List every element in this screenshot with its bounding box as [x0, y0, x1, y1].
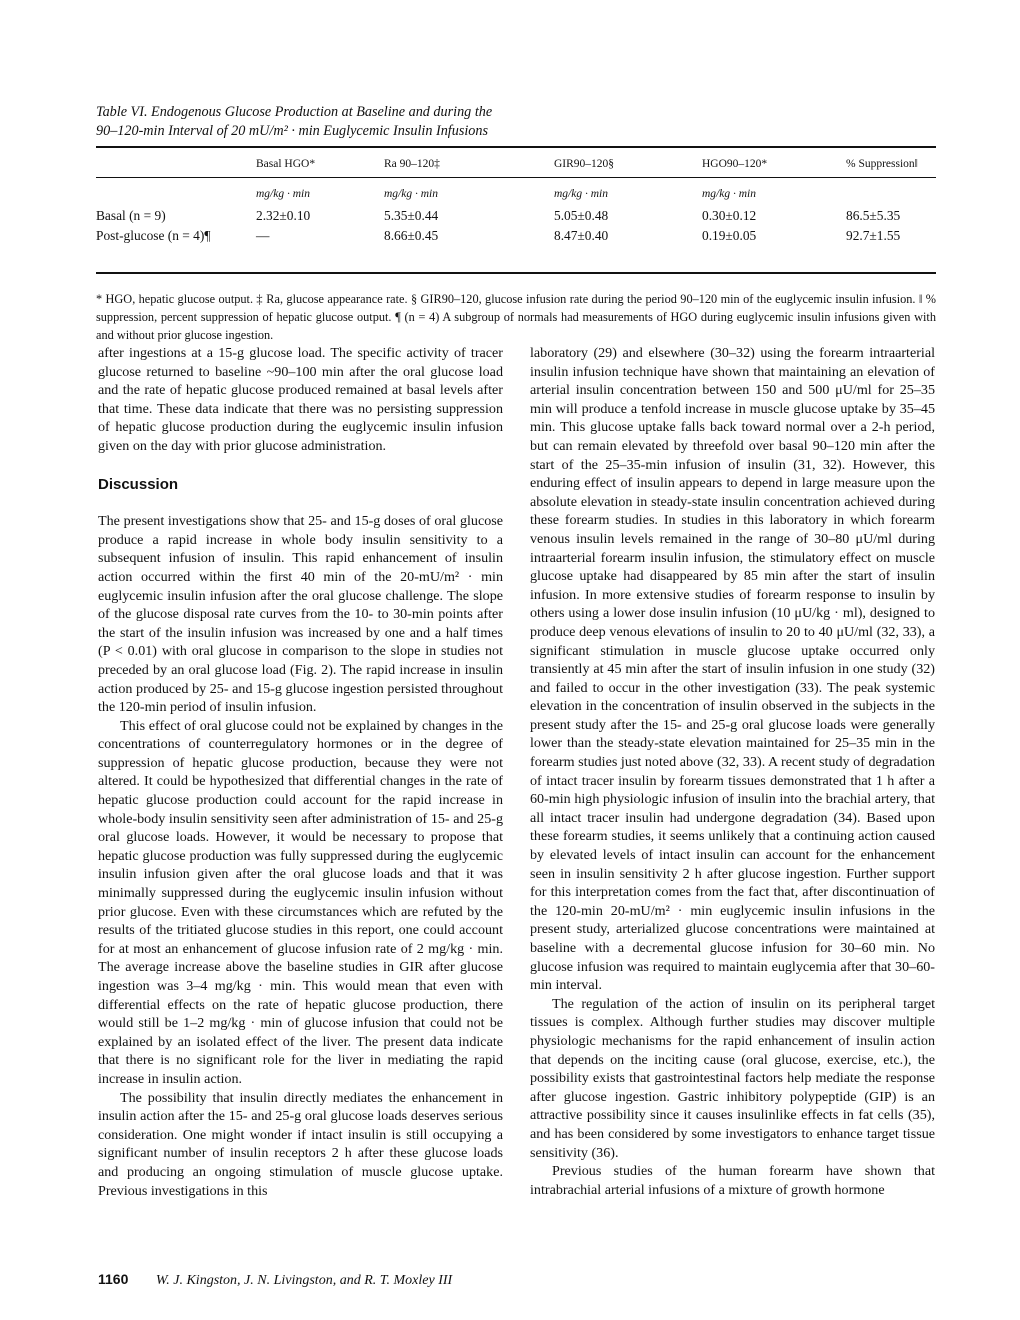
row-label: Basal (n = 9) [96, 208, 166, 223]
glucose-production-table [96, 152, 936, 246]
table-row [96, 226, 936, 246]
table-cell: 0.30±0.12 [702, 208, 757, 223]
table-cell: 8.66±0.45 [384, 228, 439, 243]
header-cell: Ra 90–120‡ [384, 158, 440, 170]
table-cell: 5.05±0.48 [554, 208, 609, 223]
table-caption-line-2: 90–120-min Interval of 20 mU/m² · min Euglycemic Insulin Infusions [96, 123, 488, 139]
table-cell: 92.7±1.55 [846, 228, 901, 243]
header-cell: HGO90–120* [702, 158, 768, 170]
table-caption [96, 103, 616, 141]
header-cell: Basal HGO* [256, 158, 316, 170]
table-row [96, 206, 936, 226]
section-heading-discussion: Discussion [98, 475, 179, 493]
table-cell: 8.47±0.40 [554, 228, 609, 243]
page-number: 1160 [98, 1271, 129, 1287]
table-bottom-rule [96, 272, 936, 274]
table-caption-line-1: Table VI. Endogenous Glucose Production at Baseline and during the [96, 104, 493, 120]
row-label: Post-glucose (n = 4)¶ [96, 228, 211, 243]
units-cell: mg/kg · min [554, 188, 608, 200]
table-cell: 2.32±0.10 [256, 208, 311, 223]
table-units-row [96, 176, 936, 206]
table-cell: — [256, 228, 270, 243]
right-column [530, 344, 935, 1199]
units-cell: mg/kg · min [256, 188, 310, 200]
page-footer [98, 1271, 452, 1289]
paragraph: Previous studies of the human forearm have shown that intrabrachial arterial infusions of a mixture of growth hormone [530, 1163, 935, 1198]
table-top-rule [96, 146, 936, 148]
paragraph: laboratory (29) and elsewhere (30–32) using the forearm intraarterial insulin infusion technique have shown that maintaining an elevation of arterial insulin concentration between 150 and 500 μU/ml for 25–35 min will produce a tenfold increase in muscle glucose uptake by 35–45 min. This glucose uptake falls back toward normal over a 2-h period, but can remain elevated by threefold over basal 90–120 min after the start of the 25–35-min infusion of insulin (31, 32). However, this enduring effect of insulin appears to depend in large measure upon the absolute elevation in steady-state insulin concentration achieved during these forearm studies. In studies in this laboratory in which forearm venous insulin levels remained in the range of 30–80 μU/ml during intraarterial forearm insulin infusion, the stimulatory effect on muscle glucose uptake had disappeared by 85 min after the start of insulin infusion. In more extensive studies of forearm response to insulin by others using a lower dose insulin infusion (10 μU/kg · ml), designed to produce deep venous elevations of insulin to 20 to 40 μU/ml (32, 33), a significant stimulation in muscle glucose uptake occurred only transiently at 45 min after the start of insulin infusion in one study (32) and failed to occur in the other investigation (33). The peak systemic elevation in the concentration of insulin observed in the subjects in the present study after the 15- and 25-g oral glucose loads were generally lower than the steady-state elevation maintained for 25–35 min in the forearm studies just noted above (32, 33). A recent study of degradation of intact tracer insulin by forearm tissues demonstrated that 1 h after a 60-min high physiologic infusion of insulin into the brachial artery, that all intact tracer insulin had undergone degradation (34). Based upon these forearm studies, it seems unlikely that a continuing action caused by elevated levels of intact insulin can account for the enhancement seen in insulin sensitivity 2 h after glucose ingestion. Further support for this interpretation comes from the fact that, after discontinuation of the 120-min 20-mU/m² · min euglycemic insulin infusions in the present study, arterialized glucose concentrations were maintained at baseline with a decremental glucose infusion for 30–60 min. No glucose infusion was required to maintain euglycemia after that 30–60-min interval. [530, 345, 935, 994]
paragraph: This effect of oral glucose could not be explained by changes in the concentrations of counterregulatory hormones or in the degree of suppression of hepatic glucose production, because they were not altered. It could be hypothesized that differential changes in the rate of hepatic glucose production could account for the rapid increase in whole-body insulin sensitivity seen after administration of 15- and 25-g oral glucose loads. However, it would be necessary to propose that hepatic glucose production was fully suppressed during the euglycemic insulin infusion given after the oral glucose loads and that it was minimally suppressed during the euglycemic insulin infusion without prior glucose. Even with these circumstances which are refuted by the results of the tritiated glucose studies in this report, one could account for at most an enhancement of glucose infusion rate of 2 mg/kg · min. The average increase above the baseline studies in GIR after glucose ingestion was 3–4 mg/kg · min. This would mean that even with differential effects on the rate of hepatic glucose production, there would still be 1–2 mg/kg · min of glucose infusion that could not be explained by an isolated effect of the liver. The present data indicate that there is no significant role for the liver in mediating the rapid increase in insulin action. [98, 717, 503, 1087]
header-cell [96, 152, 256, 176]
table-cell: 86.5±5.35 [846, 208, 901, 223]
units-cell [96, 176, 256, 206]
units-cell: mg/kg · min [384, 188, 438, 200]
table-header-row [96, 152, 936, 176]
header-cell: GIR90–120§ [554, 158, 615, 170]
left-column [98, 344, 503, 1200]
table-cell: 0.19±0.05 [702, 228, 757, 243]
paragraph: The possibility that insulin directly mediates the enhancement in insulin action after the 15- and 25-g oral glucose loads deserves serious consideration. One might wonder if intact insulin is still occupying a significant number of insulin receptors 2 h after these glucose loads and producing an ongoing stimulation of muscle glucose uptake. Previous investigations in this [98, 1089, 503, 1199]
paragraph: The regulation of the action of insulin on its peripheral target tissues is complex. Although further studies may discover multiple physiologic mechanisms for the rapid enhancement of insulin action that depends on the inciting cause (oral glucose, exercise, etc.), the possibility exists that gastrointestinal factors help mediate the response after glucose ingestion. Gastric inhibitory polypeptide (GIP) is an attractive possibility since it causes insulinlike effects in fat cells (35), and has been considered by some investigators to enhance target tissue sensitivity (36). [530, 995, 935, 1161]
units-cell: mg/kg · min [702, 188, 756, 200]
header-cell: % Suppression‖ [846, 158, 918, 170]
units-cell [846, 176, 936, 206]
paragraph: after ingestions at a 15-g glucose load. The specific activity of tracer glucose returned to baseline ~90–100 min after the oral glucose load and the rate of hepatic glucose produced remained at basal levels after that time. These data indicate that there was no persisting suppression of hepatic glucose production during the euglycemic insulin infusion given on the day with prior glucose administration. [98, 345, 503, 454]
table-footnotes: * HGO, hepatic glucose output. ‡ Ra, glucose appearance rate. § GIR90–120, glucose infusion rate during the period 90–120 min of the euglycemic insulin infusion. ‖ % suppression, percent suppression of hepatic glucose output. ¶ (n = 4) A subgroup of normals had measurements of HGO during euglycemic insulin infusions given with and without prior glucose ingestion. [96, 292, 936, 342]
running-authors: W. J. Kingston, J. N. Livingston, and R. T. Moxley III [155, 1273, 453, 1288]
table-cell: 5.35±0.44 [384, 208, 439, 223]
paragraph: The present investigations show that 25- and 15-g doses of oral glucose produce a rapid increase in whole body insulin sensitivity to a subsequent infusion of insulin. This rapid enhancement of insulin action occurred within the first 40 min of the 20-mU/m² · min euglycemic insulin infusion after the oral glucose challenge. The slope of the glucose disposal rate curves from the 10- to 30-min points after the start of the insulin infusion was increased by one and a half times (P < 0.01) with oral glucose in comparison to the slope in studies not preceded by an oral glucose load (Fig. 2). The rapid increase in insulin action produced by 25- and 15-g glucose ingestion persisted throughout the 120-min period of insulin infusion. [98, 513, 503, 716]
